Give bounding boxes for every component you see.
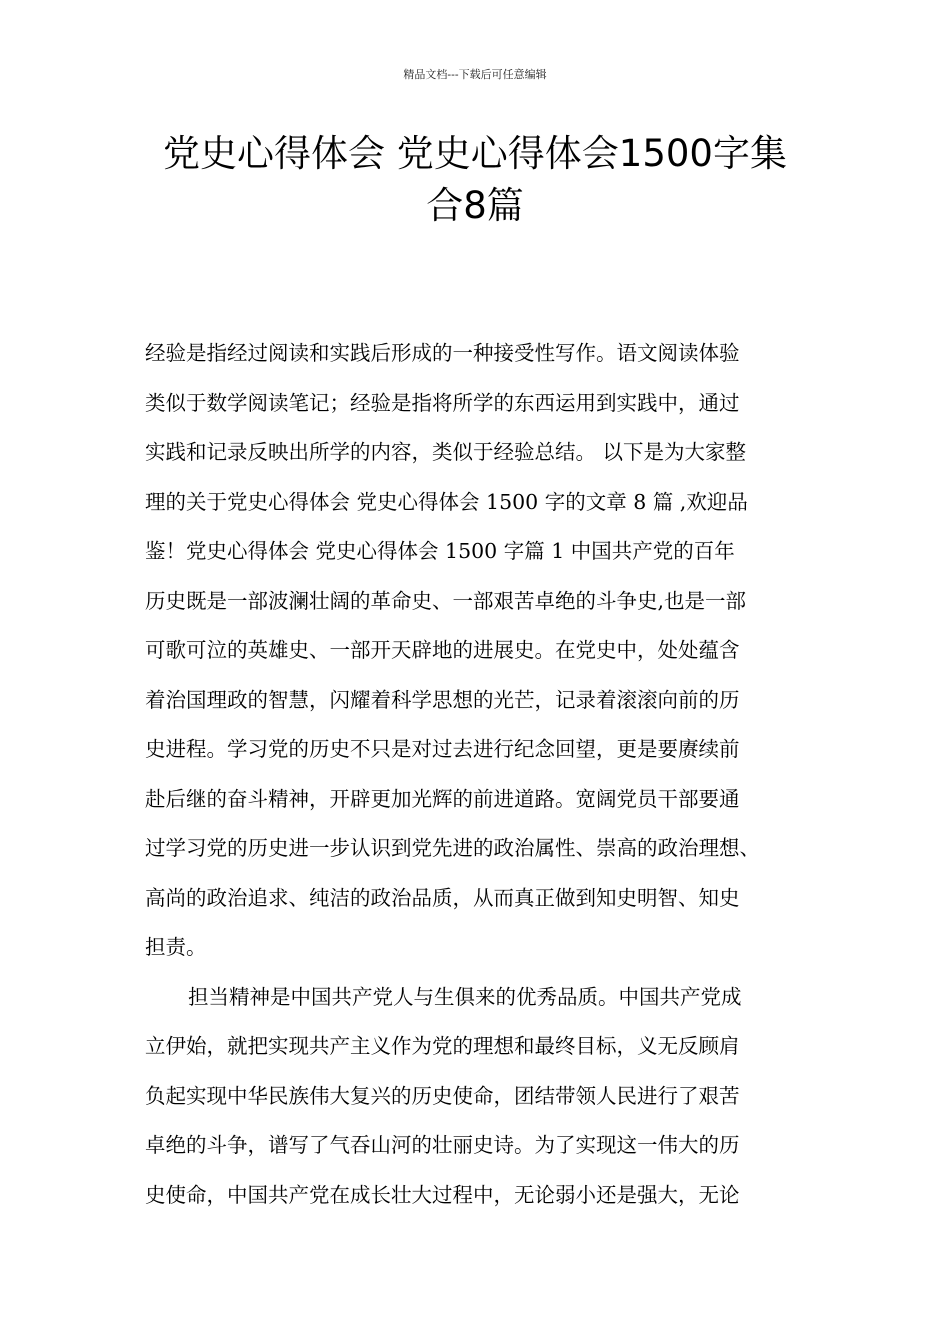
text-line: 可歌可泣的英雄史、一部开天辟地的进展史。在党史中，处处蕴含 (145, 638, 740, 662)
page-title (120, 128, 830, 232)
text-line: 史使命，中国共产党在成长壮大过程中，无论弱小还是强大，无论 (145, 1182, 740, 1207)
text-line: 负起实现中华民族伟大复兴的历史使命，团结带领人民进行了艰苦 (145, 1083, 740, 1108)
title-line: 合8篇 (426, 184, 524, 227)
body-text (145, 329, 835, 1220)
text-line: 实践和记录反映出所学的内容，类似于经验总结。 以下是为大家整 (145, 440, 747, 464)
text-line: 担当精神是中国共产党人与生俱来的优秀品质。中国共产党成 (188, 984, 742, 1009)
text-line: 理的关于党史心得体会 党史心得体会 1500 字的文章 8 篇 ,欢迎品 (145, 489, 748, 514)
text-line: 卓绝的斗争，谱写了气吞山河的壮丽史诗。为了实现这一伟大的历 (145, 1133, 740, 1157)
text-line: 过学习党的历史进一步认识到党先进的政治属性、崇高的政治理想、 (145, 836, 760, 860)
text-line: 类似于数学阅读笔记；经验是指将所学的东西运用到实践中，通过 (145, 390, 740, 415)
title-line: 党史心得体会 党史心得体会1500字集 (163, 132, 787, 175)
text-line: 历史既是一部波澜壮阔的革命史、一部艰苦卓绝的斗争史,也是一部 (145, 588, 747, 613)
text-line: 赴后继的奋斗精神，开辟更加光辉的前进道路。宽阔党员干部要通 (145, 786, 740, 811)
header-note: 精品文档---下载后可任意编辑 (403, 68, 547, 81)
text-line: 着治国理政的智慧，闪耀着科学思想的光芒，记录着滚滚向前的历 (145, 687, 740, 712)
text-line: 鉴！党史心得体会 党史心得体会 1500 字篇 1 中国共产党的百年 (145, 539, 735, 563)
text-line: 高尚的政治追求、纯洁的政治品质，从而真正做到知史明智、知史 (145, 885, 740, 910)
text-line: 担责。 (145, 935, 207, 959)
text-line: 立伊始，就把实现共产主义作为党的理想和最终目标，义无反顾肩 (145, 1034, 740, 1058)
text-line: 经验是指经过阅读和实践后形成的一种接受性写作。语文阅读体验 (145, 341, 740, 365)
text-line: 史进程。学习党的历史不只是对过去进行纪念回望，更是要赓续前 (145, 737, 740, 761)
